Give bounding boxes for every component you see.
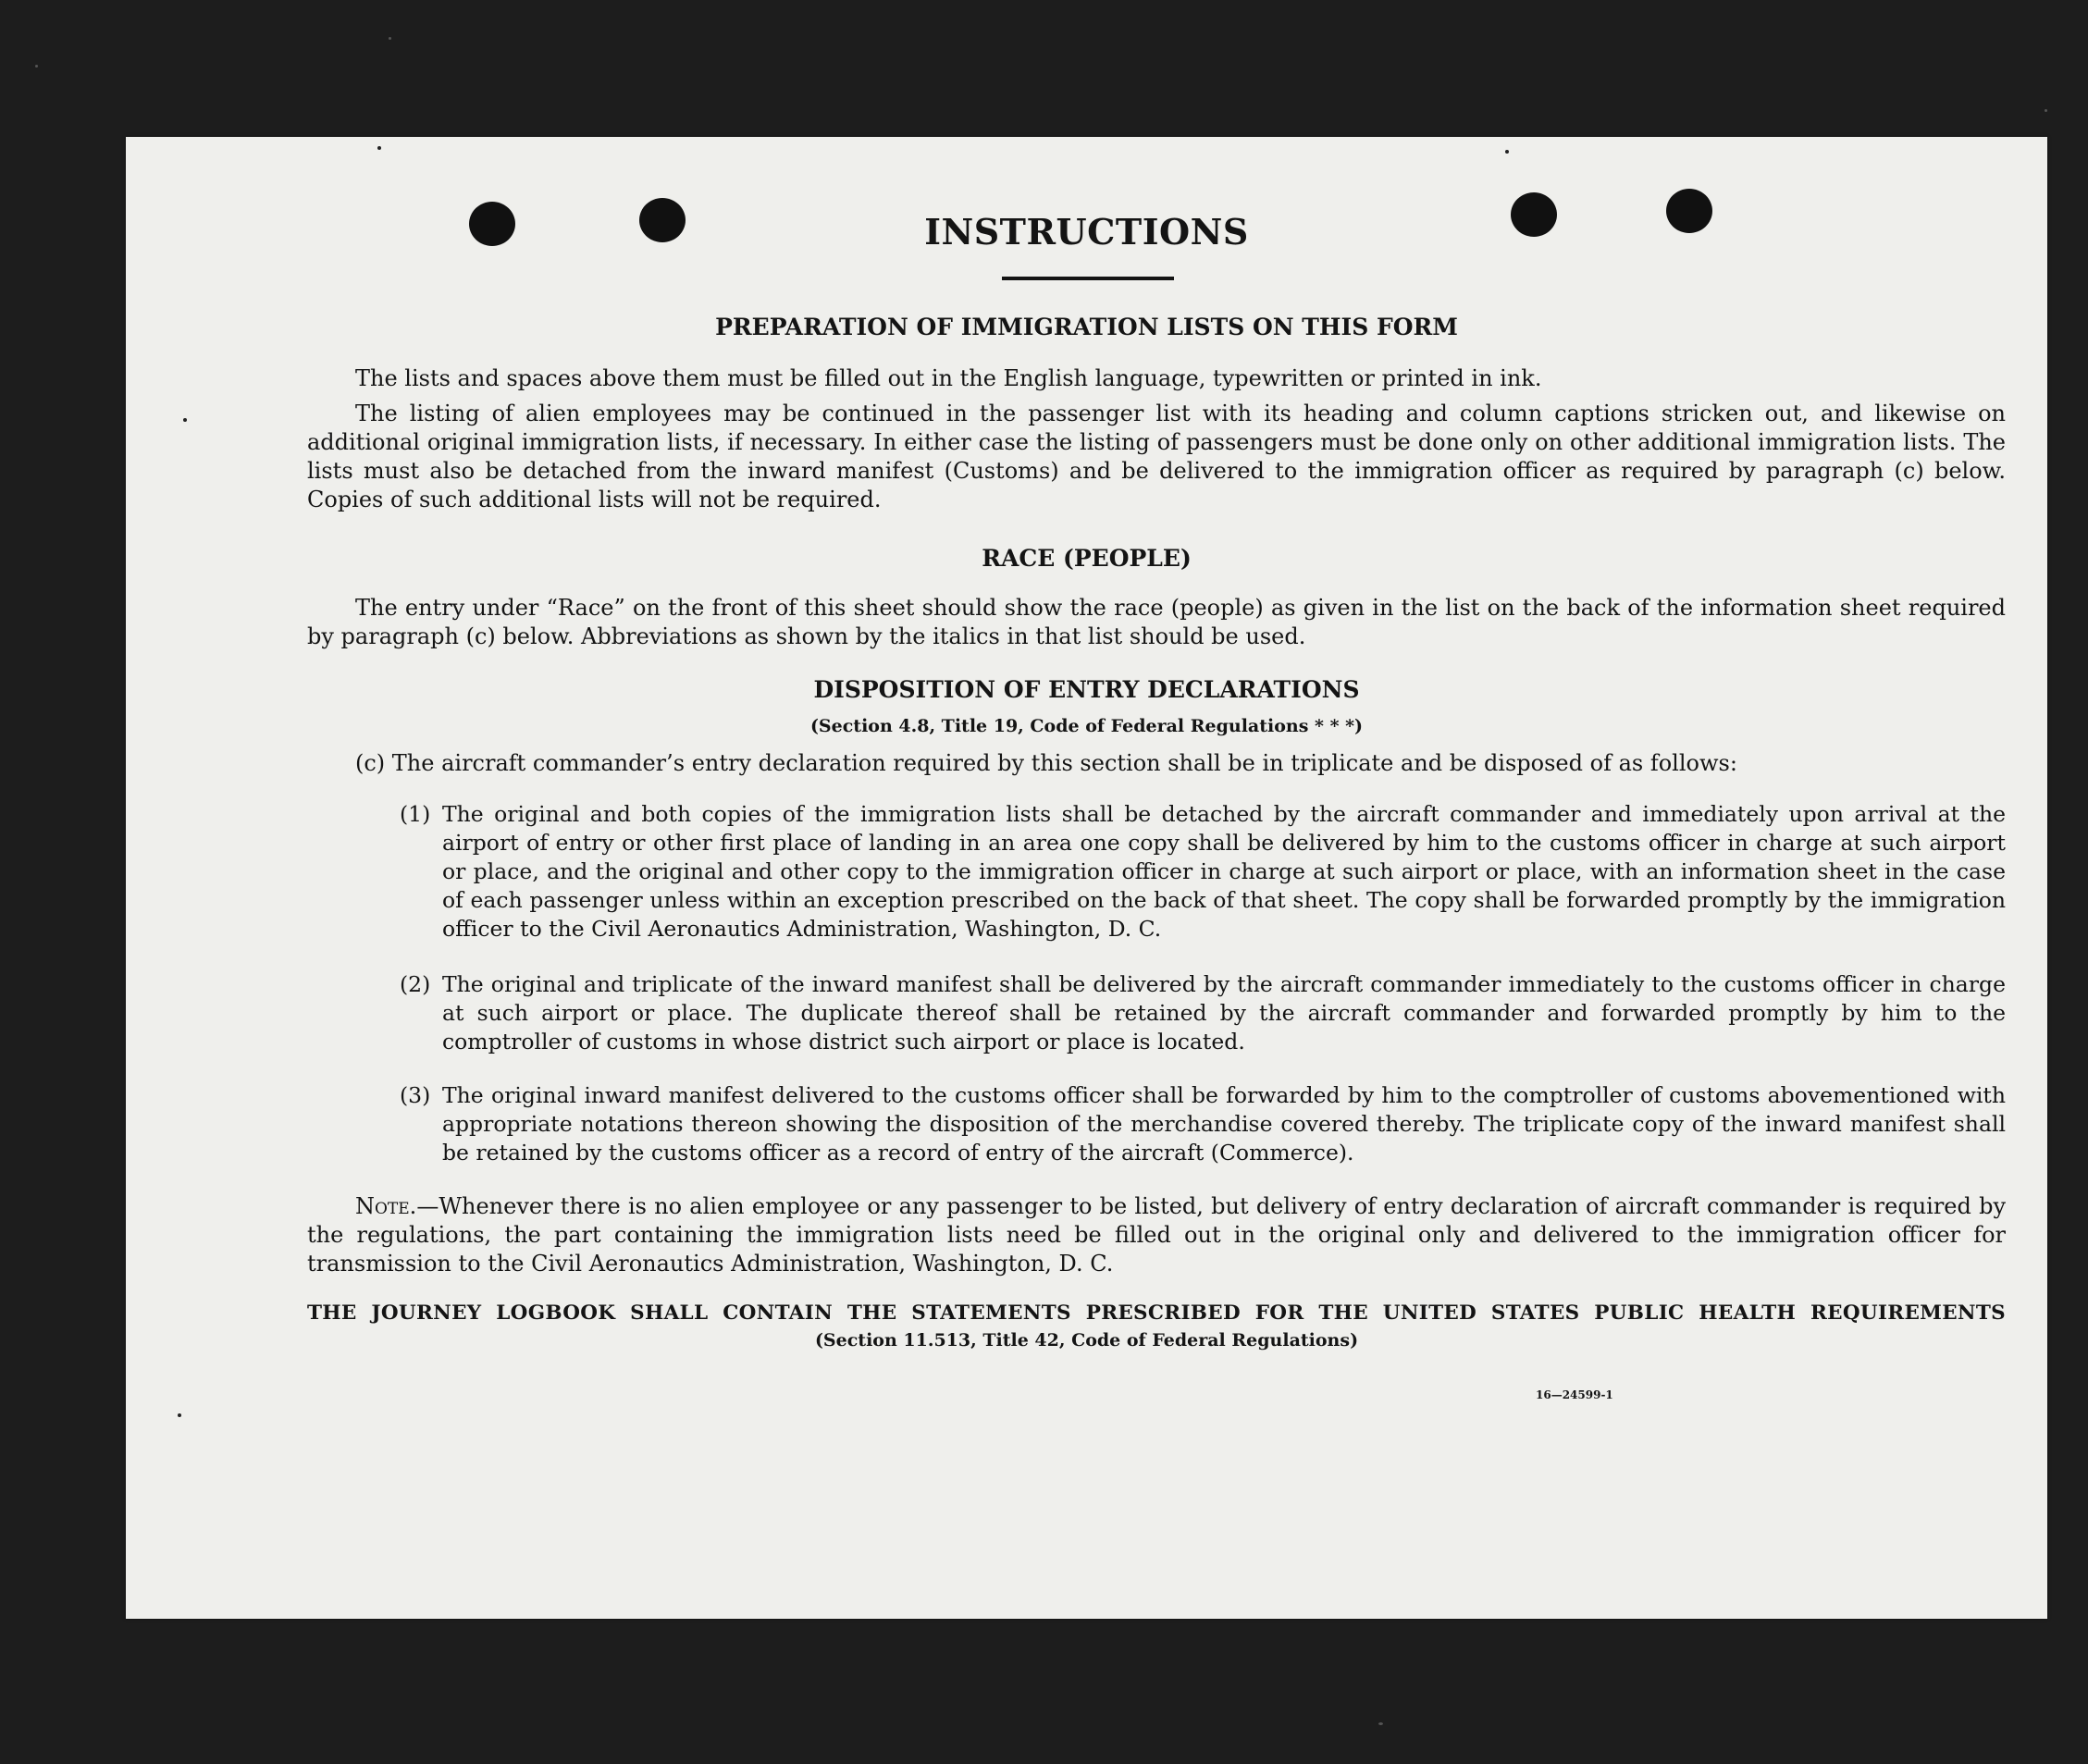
- document-sheet: [126, 137, 2047, 1619]
- paragraph-alien-employees-text: The listing of alien employees may be continued in the passenger list with its heading and column captions stricken out, and likewise on additional original immigration lists, if necessary. In either case the listing of passengers must be done only on other additional immigration lists. The lists must also be detached from the inward manifest (Customs) and be delivered to the immigration officer as required by paragraph (c) below. Copies of such additional lists will not be required.: [307, 401, 2006, 512]
- list-item: [400, 800, 2006, 944]
- note-paragraph: [307, 1192, 2006, 1278]
- paragraph-race-text: The entry under “Race” on the front of this sheet should show the race (people) as given in the list on the back of the information sheet required by paragraph (c) below. Abbreviations as shown by the italics in that list should be used.: [307, 595, 2006, 649]
- section-heading-race: RACE (PEOPLE): [982, 545, 1192, 572]
- public-health-citation: (Section 11.513, Title 42, Code of Federal Regulations): [814, 1330, 1359, 1351]
- paragraph-language: [355, 364, 2006, 393]
- list-item: [400, 970, 2006, 1056]
- list-item-number: (3): [400, 1082, 431, 1108]
- title-underline: [1002, 277, 1174, 280]
- public-health-statement: THE JOURNEY LOGBOOK SHALL CONTAIN THE STATEMENTS PRESCRIBED FOR THE UNITED STATES PUBLIC HEALTH REQUIREMENTS: [307, 1301, 2006, 1325]
- list-item: [400, 1081, 2006, 1167]
- list-item-text: The original and triplicate of the inward manifest shall be delivered by the aircraft commander immediately to the customs officer in charge at such airport or place. The duplicate thereof shall be retained by the aircraft commander and forwarded promptly by him to the comptroller of customs in whose district such airport or place is located.: [442, 971, 2006, 1055]
- scan-speck: [35, 65, 38, 68]
- list-item-text: The original and both copies of the immigration lists shall be detached by the aircraft commander and immediately upon arrival at the airport of entry or other first place of landing in an area one copy shall be delivered by him to the customs officer in charge at such airport or place, and the original and other copy to the immigration officer in charge at such airport or place, with an information sheet in the case of each passenger unless within an exception prescribed on the back of that sheet. The copy shall be forwarded promptly by the immigration officer to the Civil Aeronautics Administration, Washington, D. C.: [442, 801, 2006, 942]
- page-title: INSTRUCTIONS: [924, 211, 1249, 253]
- note-label: Note.: [355, 1193, 417, 1219]
- scan-speck: [1378, 1722, 1383, 1725]
- scan-speck: [389, 37, 391, 40]
- paragraph-alien-employees: [307, 400, 2006, 514]
- scan-speck: [2045, 109, 2047, 112]
- sheet-dot: [183, 418, 187, 422]
- section-citation: (Section 4.8, Title 19, Code of Federal Regulations * * *): [809, 716, 1364, 736]
- sheet-dot: [377, 146, 381, 150]
- list-item-number: (2): [400, 971, 431, 997]
- paragraph-race: [307, 594, 2006, 651]
- list-item-text: The original inward manifest delivered to the customs officer shall be forwarded by him to the comptroller of customs abovementioned with appropriate notations thereon showing the disposition of the merchandise covered thereby. The triplicate copy of the inward manifest shall be retained by the customs officer as a record of entry of the aircraft (Commerce).: [442, 1082, 2006, 1166]
- paragraph-intro-c: [355, 749, 2006, 778]
- note-text: —Whenever there is no alien employee or any passenger to be listed, but delivery of entry declaration of aircraft commander is required by the regulations, the part containing the immigration lists need be filled out in the original only and delivered to the immigration officer for transmission to the Civil Aeronautics Administration, Washington, D. C.: [307, 1193, 2006, 1277]
- sheet-dot: [1505, 150, 1509, 154]
- paragraph-language-text: The lists and spaces above them must be filled out in the English language, typewritten or printed in ink.: [355, 365, 1542, 391]
- paragraph-intro-c-text: (c) The aircraft commander’s entry declaration required by this section shall be in triplicate and be disposed of as follows:: [355, 750, 1737, 776]
- section-heading-disposition: DISPOSITION OF ENTRY DECLARATIONS: [813, 676, 1360, 703]
- section-heading-preparation: PREPARATION OF IMMIGRATION LISTS ON THIS FORM: [715, 314, 1458, 340]
- form-code: 16—24599-1: [1536, 1388, 1613, 1401]
- sheet-dot: [178, 1413, 181, 1417]
- list-item-number: (1): [400, 801, 431, 827]
